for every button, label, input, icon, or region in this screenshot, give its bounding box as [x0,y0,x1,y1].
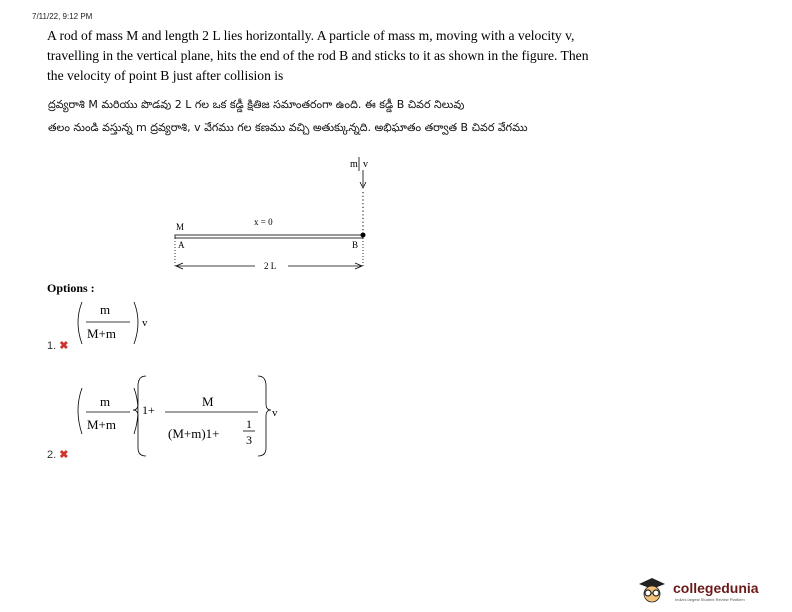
option-2-number [47,448,68,461]
option-2-velocity: v [272,407,278,419]
logo-tagline: India's largest Student Review Platform [675,597,745,602]
option-2-number-text: 2. [47,449,57,461]
end-b-particle [361,233,366,238]
option-2-denominator: M+m [87,417,117,432]
wrong-mark-icon: ✖ [59,340,69,352]
particle-mass-label: m [350,159,358,170]
mascot-icon [635,576,669,604]
option-2-inner-denominator: (M+m)1+ [168,426,220,441]
rod-mass-label: M [176,222,185,232]
origin-label: x = 0 [254,217,273,227]
particle-velocity-label: v [363,159,368,170]
logo-wordmark: collegedunia [673,580,759,596]
option-1-denominator: M+m [87,326,117,341]
options-heading: Options : [47,281,95,295]
end-a-label: A [178,240,185,250]
question-text: A rod of mass M and length 2 L lies horizontally. A particle of mass m, moving with a velocity v, travelling in the vertical plane, hits the end of the rod B and sticks to it as shown in the figure. Then the velocity of point B just after collision is [47,28,589,83]
option-2-formula [72,372,292,462]
option-1-formula [72,298,162,348]
option-1-number-text: 1. [47,340,57,352]
collegedunia-logo [635,576,785,604]
print-timestamp: 7/11/22, 9:12 PM [32,12,93,21]
wrong-mark-icon: ✖ [59,449,69,461]
option-2-inner-numerator: M [202,394,214,409]
length-label: 2 L [264,261,277,271]
end-b-label: B [352,240,359,250]
option-2-one-plus: 1+ [142,403,155,417]
option-1-numerator: m [100,302,111,317]
question-telugu-line-1: ద్రవ్యరాశి M మరియు పొడవు 2 L గల ఒక కడ్డీ క్షితిజ సమాంతరంగా ఉంది. ఈ కడ్డీ B చివర నిలువు [48,98,465,111]
option-2-small-denominator: 3 [246,433,252,447]
option-2-brace-right [258,376,271,456]
rod [175,235,363,238]
option-1-paren-right [134,302,138,344]
option-2-paren-left [78,388,82,434]
option-1-paren-left [78,302,82,344]
rod-diagram [160,150,390,280]
option-1-number [47,339,68,352]
option-2-numerator: m [100,394,111,409]
option-2-small-numerator: 1 [246,417,252,431]
question-telugu-line-2: తలం నుండి వస్తున్న m ద్రవ్యరాశి, v వేగము గల కణము వచ్చి అతుక్కున్నది. అభిఘాతం తర్వాత B చివర వేగము [48,121,528,134]
option-1-velocity: v [142,317,148,329]
